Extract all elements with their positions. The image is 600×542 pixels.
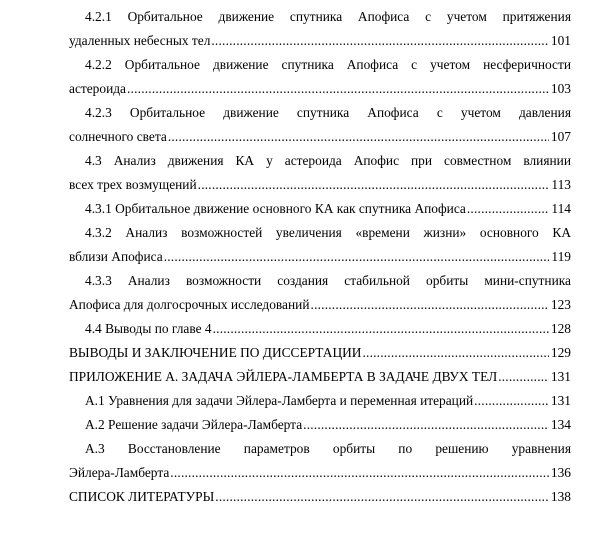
toc-entry-title: СПИСОК ЛИТЕРАТУРЫ: [69, 489, 215, 504]
toc-page-number: 114: [551, 201, 571, 216]
toc-entry-4-3-1[interactable]: [69, 197, 571, 221]
toc-entry-4-2-1[interactable]: [69, 5, 571, 53]
toc-entry-title-line1: 4.3.2 Анализ возможностей увеличения «времени жизни» основного КА: [85, 225, 571, 240]
dot-leader: [215, 485, 549, 509]
dot-leader: [311, 293, 549, 317]
dot-leader: [198, 173, 550, 197]
toc-entry-title-line1: 4.2.2 Орбитальное движение спутника Апофиса с учетом несферичности: [85, 57, 571, 72]
toc-page-number: 101: [550, 33, 571, 48]
toc-entry-title-line2: всех трех возмущений: [69, 177, 197, 192]
toc-page-number: 129: [550, 345, 571, 360]
toc-page-number: 128: [550, 321, 571, 336]
toc-entry-title: ВЫВОДЫ И ЗАКЛЮЧЕНИЕ ПО ДИССЕРТАЦИИ: [69, 345, 362, 360]
toc-entry-title-line1: 4.2.1 Орбитальное движение спутника Апофиса с учетом притяжения: [85, 9, 571, 24]
dot-leader: [213, 317, 549, 341]
toc-entry-4-3[interactable]: [69, 149, 571, 197]
toc-entry-title-line2: солнечного света: [69, 129, 167, 144]
table-of-contents: [69, 5, 571, 509]
toc-entry-title-line1: 4.2.3 Орбитальное движение спутника Апофиса с учетом давления: [85, 105, 571, 120]
dot-leader: [467, 197, 550, 221]
dot-leader: [164, 245, 550, 269]
toc-entry-title-line2: Эйлера-Ламберта: [69, 465, 170, 480]
toc-entry-4-2-2[interactable]: [69, 53, 571, 101]
toc-entry-4-3-2[interactable]: [69, 221, 571, 269]
toc-entry-title-line2: удаленных небесных тел: [69, 33, 211, 48]
toc-entry-title: А.1 Уравнения для задачи Эйлера-Ламберта и переменная итераций: [85, 393, 474, 408]
toc-page-number: 136: [550, 465, 571, 480]
toc-entry-title: А.2 Решение задачи Эйлера-Ламберта: [85, 417, 303, 432]
toc-page-number: 123: [550, 297, 571, 312]
dot-leader: [170, 461, 549, 485]
toc-entry-title-line1: 4.3 Анализ движения КА у астероида Апофис при совместном влиянии: [85, 153, 571, 168]
dot-leader: [127, 77, 549, 101]
toc-page-number: 131: [550, 369, 571, 384]
toc-entry-title-line2: вблизи Апофиса: [69, 249, 163, 264]
toc-entry-title-line2: астероида: [69, 81, 126, 96]
toc-entry-4-4[interactable]: [69, 317, 571, 341]
toc-entry-title-line2: Апофиса для долгосрочных исследований: [69, 297, 310, 312]
dot-leader: [362, 341, 548, 365]
dot-leader: [168, 125, 549, 149]
dot-leader: [211, 29, 549, 53]
dot-leader: [498, 365, 549, 389]
toc-entry-a-3[interactable]: [69, 437, 571, 485]
toc-entry-4-3-3[interactable]: [69, 269, 571, 317]
toc-entry-title: 4.4 Выводы по главе 4: [85, 321, 212, 336]
toc-page-number: 119: [551, 249, 571, 264]
toc-page-number: 113: [551, 177, 571, 192]
toc-page-number: 138: [550, 489, 571, 504]
toc-page-number: 107: [550, 129, 571, 144]
toc-entry-conclusions[interactable]: [69, 341, 571, 365]
toc-entry-a-1[interactable]: [69, 389, 571, 413]
dot-leader: [303, 413, 549, 437]
toc-entry-4-2-3[interactable]: [69, 101, 571, 149]
toc-page-number: 134: [550, 417, 571, 432]
toc-entry-a-2[interactable]: [69, 413, 571, 437]
toc-entry-appendix-a[interactable]: [69, 365, 571, 389]
toc-entry-title: ПРИЛОЖЕНИЕ А. ЗАДАЧА ЭЙЛЕРА-ЛАМБЕРТА В ЗАДАЧЕ ДВУХ ТЕЛ: [69, 369, 498, 384]
dot-leader: [474, 389, 549, 413]
toc-page-number: 103: [550, 81, 571, 96]
toc-entry-references[interactable]: [69, 485, 571, 509]
toc-page-number: 131: [550, 393, 571, 408]
toc-entry-title-line1: А.3 Восстановление параметров орбиты по решению уравнения: [85, 441, 571, 456]
toc-entry-title-line1: 4.3.3 Анализ возможности создания стабильной орбиты мини-спутника: [85, 273, 571, 288]
toc-entry-title: 4.3.1 Орбитальное движение основного КА как спутника Апофиса: [85, 201, 466, 216]
